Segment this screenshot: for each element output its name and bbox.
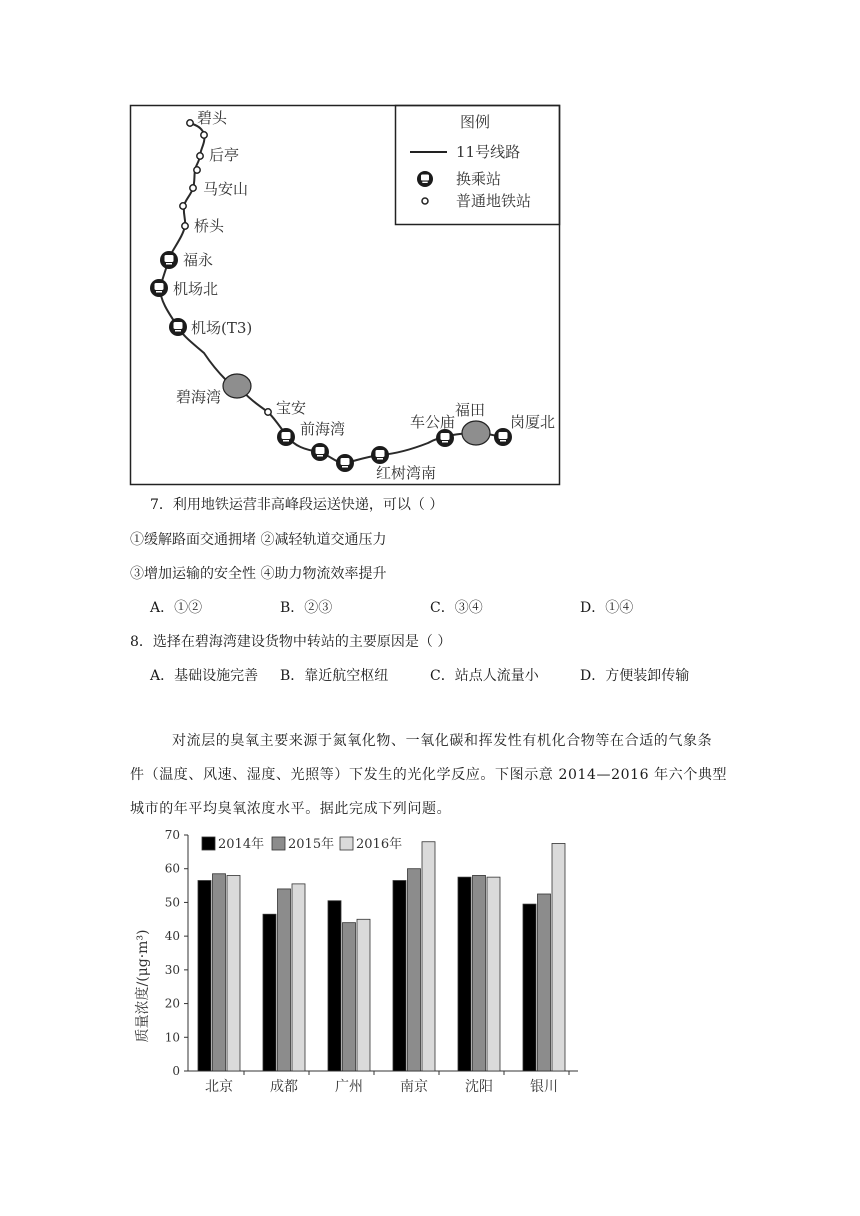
y-tick-label: 10 [164, 1030, 180, 1045]
question-8-option-d[interactable]: D．方便装卸传输 [580, 668, 690, 684]
question-8-stem: 8．选择在碧海湾建设货物中转站的主要原因是（ ） [130, 634, 452, 650]
bar [538, 894, 551, 1071]
chart-y-axis-label: 质量浓度/(μg·m³) [135, 929, 151, 1043]
bar [408, 869, 421, 1071]
y-tick-label: 50 [164, 895, 180, 910]
bar [458, 877, 471, 1071]
metro-line-11-map [0, 0, 860, 490]
station-label-qiaotou: 桥头 [194, 217, 225, 235]
question-7-stem: 7．利用地铁运营非高峰段运送快递，可以（ ） [150, 497, 444, 513]
legend-label: 2016年 [356, 837, 403, 852]
station-label-jichang-t3: 机场(T3) [191, 319, 253, 337]
bar [552, 843, 565, 1071]
question-7-option-a[interactable]: A．①② [150, 600, 203, 616]
bar [393, 881, 406, 1071]
question-7-option-c[interactable]: C．③④ [430, 600, 483, 616]
ozone-concentration-chart [0, 820, 860, 1110]
x-tick-label: 沈阳 [465, 1079, 493, 1095]
legend-normal-label: 普通地铁站 [456, 192, 532, 210]
bar [213, 874, 226, 1071]
y-tick-label: 70 [164, 828, 180, 842]
legend-label: 2014年 [218, 837, 265, 852]
station-label-qianhaiwan: 前海湾 [300, 420, 346, 438]
question-8-option-a[interactable]: A．基础设施完善 [150, 668, 259, 684]
bar [487, 877, 500, 1071]
station-label-chegongmiao: 车公庙 [410, 413, 456, 431]
legend-swatch [340, 837, 353, 850]
legend-normal-icon [422, 198, 428, 204]
bar [523, 904, 536, 1071]
station-label-hongshuwannan: 红树湾南 [376, 464, 437, 482]
station-label-bitou: 碧头 [197, 109, 228, 127]
bar [343, 923, 356, 1071]
passage-line-1: 对流层的臭氧主要来源于氮氧化物、一氧化碳和挥发性有机化合物等在合适的气象条 [172, 733, 713, 749]
legend-transfer-label: 换乘站 [456, 170, 502, 188]
y-tick-label: 0 [172, 1064, 180, 1078]
question-7-statements-1: ①缓解路面交通拥堵 ②减轻轨道交通压力 [130, 532, 387, 548]
y-tick-label: 20 [164, 996, 180, 1011]
y-tick-label: 40 [164, 929, 180, 944]
question-8-option-c[interactable]: C．站点人流量小 [430, 668, 539, 684]
station-label-fuyong: 福永 [183, 251, 214, 269]
station-label-bihaiwan: 碧海湾 [176, 388, 222, 406]
question-7-statements-2: ③增加运输的安全性 ④助力物流效率提升 [130, 566, 387, 582]
y-tick-label: 60 [164, 861, 180, 876]
passage-line-3: 城市的年平均臭氧浓度水平。据此完成下列问题。 [130, 801, 452, 817]
station-label-baoan: 宝安 [276, 399, 307, 417]
x-tick-label: 广州 [335, 1079, 363, 1095]
bar [292, 884, 305, 1071]
legend-swatch [272, 837, 285, 850]
bihaiwan-hub-marker [223, 374, 251, 398]
x-tick-label: 北京 [205, 1079, 233, 1095]
futian-hub-marker [462, 421, 490, 445]
passage-line-2: 件（温度、风速、湿度、光照等）下发生的光化学反应。下图示意 2014—2016 年六个典型 [130, 767, 728, 783]
question-7-option-d[interactable]: D．①④ [580, 600, 634, 616]
bar [227, 875, 240, 1071]
bar [422, 842, 435, 1071]
bar [278, 889, 291, 1071]
bar [328, 901, 341, 1071]
bar [263, 914, 276, 1071]
legend-label: 2015年 [288, 837, 335, 852]
x-tick-label: 南京 [400, 1079, 428, 1095]
station-label-gangxiabei: 岗厦北 [510, 413, 556, 431]
x-tick-label: 成都 [270, 1079, 298, 1095]
question-7-option-b[interactable]: B．②③ [280, 600, 333, 616]
legend-title: 图例 [460, 113, 491, 131]
legend-line-label: 11号线路 [456, 143, 521, 161]
station-label-futian: 福田 [455, 401, 486, 419]
station-label-jichangbei: 机场北 [173, 280, 219, 298]
station-label-houting: 后亭 [209, 146, 240, 164]
question-8-option-b[interactable]: B．靠近航空枢纽 [280, 668, 389, 684]
bar [357, 919, 370, 1071]
bar [198, 881, 211, 1071]
x-tick-label: 银川 [530, 1079, 558, 1095]
y-tick-label: 30 [164, 962, 180, 977]
legend-swatch [202, 837, 215, 850]
station-label-maanshan: 马安山 [203, 180, 249, 198]
legend-transfer-icon [417, 171, 433, 187]
bar [473, 875, 486, 1071]
